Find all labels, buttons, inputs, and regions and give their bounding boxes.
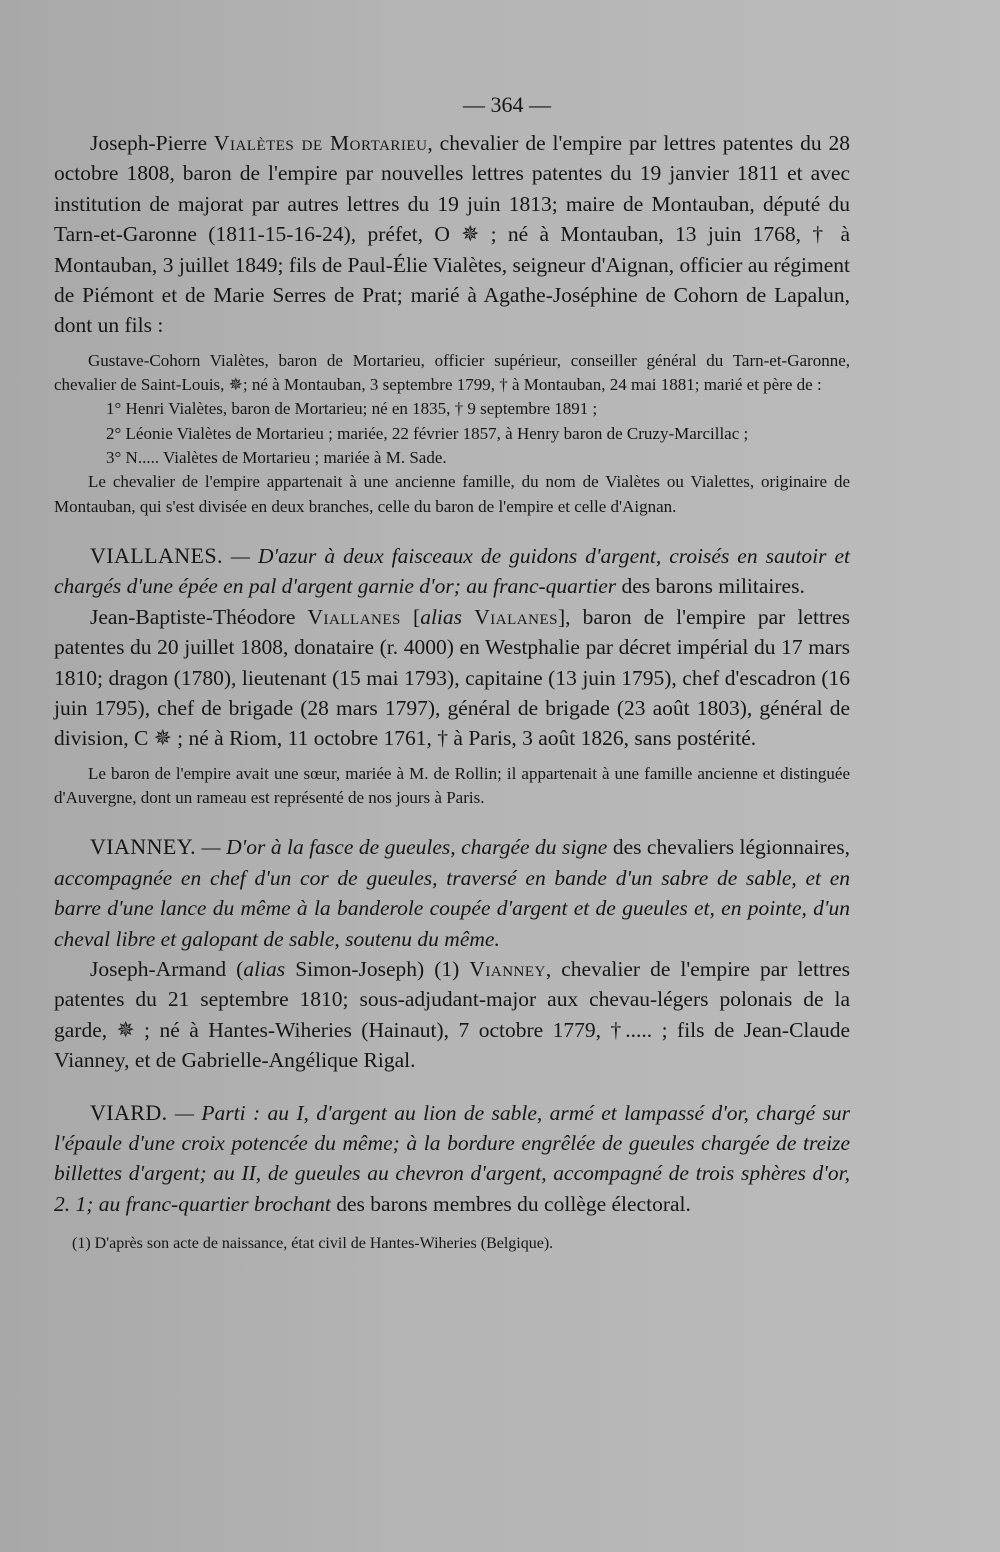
text-span: des barons membres du collège électoral.: [330, 1191, 691, 1216]
vialetes-paragraph-1: [54, 128, 850, 341]
vianney-arms: [54, 832, 850, 954]
text-span: des barons militaires.: [616, 574, 805, 599]
spacer: [54, 341, 850, 349]
text-span: Simon-Joseph) (1): [285, 956, 470, 981]
entry-heading: VIARD.: [90, 1099, 168, 1125]
vianney-paragraph-1: [54, 954, 850, 1076]
text-span: ], baron de l'empire par lettres patentes du 20 juillet 1808, donataire (r. 4000) en Westphalie par décret impérial du 17 mars 1810; dragon (1780), lieutenant (15 mai 1793), capitaine (13 juin 1795), chef d'escadron (16 juin 1795), chef de brigade (28 mars 1797), général de brigade (23 août 1803), général de division, C ✵ ; né à Riom, 11 octobre 1761, † à Paris, 3 août 1826, sans postérité.: [54, 604, 850, 751]
surname: Vialanes: [462, 604, 558, 629]
viallanes-paragraph-1: [54, 602, 850, 754]
text-span: Jean-Baptiste-Théodore: [90, 604, 308, 629]
surname: Vianney: [469, 956, 546, 981]
spacer: [54, 754, 850, 762]
viallanes-paragraph-2: Le baron de l'empire avait une sœur, mariée à M. de Rollin; il appartenait à une famille ancienne et distinguée d'Auvergne, dont un rameau est représenté de nos jours à Paris.: [54, 763, 850, 808]
surname: Viallanes: [307, 604, 401, 629]
viard-arms: [54, 1098, 850, 1220]
entry-heading: VIANNEY.: [90, 834, 197, 860]
alias-text: alias: [243, 956, 286, 981]
text-span: des chevaliers légionnaires,: [607, 835, 850, 860]
text-span: , chevalier de l'empire par lettres patentes du 28 octobre 1808, baron de l'empire par nouvelles lettres patentes du 19 janvier 1811 et avec institution de majorat par autres lettres du 19 juin 1813; maire de Montauban, député du Tarn-et-Garonne (1811-15-16-24), préfet, O ✵ ; né à Montauban, 13 juin 1768, † à Montauban, 3 juillet 1849; fils de Paul-Élie Vialètes, seigneur d'Aignan, officier au régiment de Piémont et de Marie Serres de Prat; marié à Agathe-Joséphine de Cohorn de Lapalun, dont un fils :: [54, 131, 850, 338]
text-span: , chevalier de l'empire par lettres patentes du 21 septembre 1810; sous-adjudant-major aux chevau-légers polonais de la garde, ✵ ; né à Hantes-Wiheries (Hainaut), 7 octobre 1779, †..... ; fils de Jean-Claude Vianney, et de Gabrielle-Angélique Rigal.: [54, 956, 850, 1073]
vialetes-item-3: 3° N..... Vialètes de Mortarieu ; mariée à M. Sade.: [106, 448, 447, 468]
blazon-text: — Parti : au I, d'argent au lion de sable, armé et lampassé d'or, chargé sur l'épaule d'une croix potencée du même; à la bordure engrêlée de gueules chargée de treize billettes d'argent; au II, de gueules au chevron d'argent, accompagné de trois sphères d'or, 2. 1; au franc-quartier brochant: [54, 1100, 850, 1216]
text-span: Joseph-Pierre: [90, 131, 214, 155]
blazon-text: — D'azur à deux faisceaux de guidons d'argent, croisés en sautoir et chargés d'une épée en pal d'argent garnie d'or; au franc-quartier: [54, 543, 850, 599]
text-span: Joseph-Armand (: [90, 956, 244, 981]
vialetes-paragraph-3: Le chevalier de l'empire appartenait à une ancienne famille, du nom de Vialètes ou Vialettes, originaire de Montauban, qui s'est divisée en deux branches, celle du baron de l'empire et celle d'Aignan.: [54, 472, 850, 516]
blazon-text: — D'or à la fasce de gueules, chargée du signe: [196, 835, 608, 860]
viallanes-arms: [54, 541, 850, 602]
entry-heading: VIALLANES.: [90, 542, 223, 568]
vialetes-item-2: 2° Léonie Vialètes de Mortarieu ; mariée, 22 février 1857, à Henry baron de Cruzy-Marcillac ;: [106, 423, 749, 443]
vialetes-item-1: 1° Henri Vialètes, baron de Mortarieu; né en 1835, † 9 septembre 1891 ;: [106, 399, 598, 419]
text-span: [: [400, 604, 421, 629]
footnote: (1) D'après son acte de naissance, état civil de Hantes-Wiheries (Belgique).: [72, 1235, 554, 1253]
surname: Vialètes de Mortarieu: [213, 131, 428, 155]
vialetes-paragraph-2: Gustave-Cohorn Vialètes, baron de Mortarieu, officier supérieur, conseiller général du Tarn-et-Garonne, chevalier de Saint-Louis, ✵; né à Montauban, 3 septembre 1799, † à Montauban, 24 mai 1881; marié et père de :: [54, 350, 850, 395]
page-number: — 364 —: [463, 92, 551, 117]
blazon-text: accompagnée en chef d'un cor de gueules, traversé en bande d'un sabre de sable, et en barre d'une lance du même à la banderole coupée d'argent et de gueules et, en pointe, d'un cheval libre et galopant de sable, soutenu du même.: [54, 865, 850, 951]
alias-text: alias: [420, 604, 463, 629]
